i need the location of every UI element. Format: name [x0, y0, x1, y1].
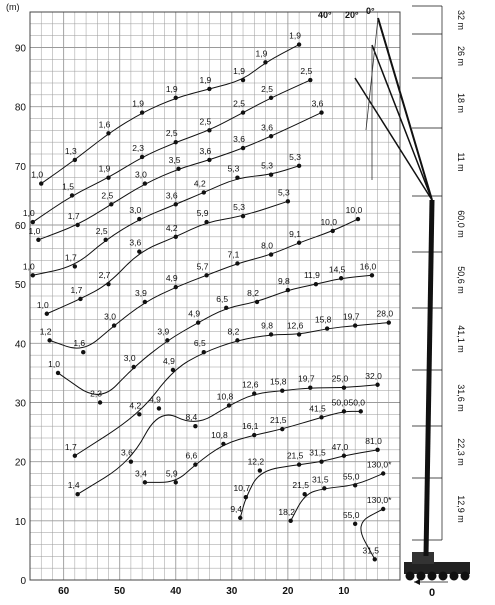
load-value-label: 3,6 [165, 190, 178, 201]
load-value-label: 2,5 [165, 128, 178, 139]
load-point [353, 483, 357, 487]
load-point [356, 217, 360, 221]
load-value-label: 6,5 [193, 338, 206, 349]
load-point [387, 320, 391, 324]
load-point [221, 442, 225, 446]
load-value-label: 21,5 [269, 415, 287, 426]
load-value-label: 50,0 [348, 397, 366, 408]
load-value-label: 31,5 [362, 545, 380, 556]
load-value-label: 16,1 [241, 421, 259, 432]
load-point [227, 403, 231, 407]
load-point [302, 492, 306, 496]
load-value-label: 2,5 [199, 116, 212, 127]
boom-section-label: 12,9 m [456, 495, 466, 523]
load-value-label: 3,6 [311, 98, 324, 109]
load-value-label: 9,1 [289, 228, 302, 239]
load-point [31, 273, 35, 277]
load-point [280, 388, 284, 392]
load-value-label: 5,9 [165, 468, 178, 479]
load-value-label: 5,9 [196, 208, 209, 219]
load-value-label: 8,2 [247, 287, 259, 298]
load-point [137, 249, 141, 253]
load-value-label: 1,3 [64, 145, 77, 156]
load-value-label: 10,7 [233, 483, 251, 494]
y-tick-label: 80 [14, 102, 26, 114]
load-point [373, 557, 377, 561]
load-value-label: 7,1 [227, 249, 240, 260]
load-value-label: 2,3 [90, 388, 102, 399]
load-point [207, 87, 211, 91]
x-tick-label: 40 [170, 586, 182, 597]
load-value-label: 3,6 [199, 145, 212, 156]
load-value-label: 3,0 [129, 205, 142, 216]
load-value-label: 12,6 [241, 379, 259, 390]
load-point [36, 238, 40, 242]
load-value-label: 8,2 [227, 326, 240, 337]
load-point [269, 173, 273, 177]
load-value-label: 28,0 [376, 308, 394, 319]
load-curve [38, 113, 321, 240]
load-point [359, 409, 363, 413]
load-point [288, 519, 292, 523]
load-point [319, 110, 323, 114]
load-point [140, 110, 144, 114]
load-value-label: 1,0 [22, 261, 35, 272]
load-point [286, 288, 290, 292]
load-point [241, 110, 245, 114]
load-point [322, 486, 326, 490]
load-value-label: 1,7 [70, 284, 83, 295]
load-point [202, 350, 206, 354]
load-point [207, 128, 211, 132]
load-value-label: 3,6 [120, 447, 133, 458]
load-point [193, 424, 197, 428]
load-value-label: 4,9 [188, 308, 201, 319]
load-point [143, 300, 147, 304]
load-point [193, 462, 197, 466]
load-point [297, 241, 301, 245]
load-point [143, 480, 147, 484]
load-point [342, 454, 346, 458]
load-point [174, 140, 178, 144]
load-point [75, 223, 79, 227]
load-point [375, 383, 379, 387]
load-value-label: 12,2 [247, 456, 265, 467]
load-point [56, 371, 60, 375]
x-tick-label: 50 [114, 586, 126, 597]
load-value-label: 14,5 [328, 264, 346, 275]
load-point [375, 448, 379, 452]
load-value-label: 19,7 [342, 311, 360, 322]
boom-section-label: 22,3 m [456, 438, 466, 466]
load-value-label: 6,5 [216, 293, 229, 304]
load-value-label: 50,0 [331, 397, 349, 408]
load-point [98, 400, 102, 404]
load-value-label: 2,3 [132, 142, 145, 153]
load-value-label: 1,0 [31, 169, 44, 180]
load-value-label: 3,6 [233, 134, 245, 145]
load-point [353, 323, 357, 327]
crane-jib-0deg [378, 18, 432, 200]
boom-section-label: 41,1 m [456, 325, 466, 353]
load-value-label: 5,3 [277, 187, 290, 198]
load-point [70, 193, 74, 197]
load-point [297, 164, 301, 168]
load-point [47, 338, 51, 342]
load-point [137, 412, 141, 416]
boom-section-label: 32 m [456, 9, 466, 31]
load-point [297, 332, 301, 336]
load-value-label: 2,5 [233, 98, 245, 109]
load-value-label: 9,8 [261, 320, 273, 331]
load-value-label: 21,5 [292, 480, 309, 491]
load-point [331, 229, 335, 233]
load-point [31, 220, 35, 224]
load-value-label: 8,4 [185, 412, 198, 423]
load-point [207, 158, 211, 162]
load-point [353, 522, 357, 526]
load-value-label: 4,2 [165, 222, 178, 233]
load-point [325, 326, 329, 330]
load-value-label: 3,9 [157, 326, 170, 337]
jib-angle-label: 40° [318, 10, 332, 20]
boom-section-label: 26 m [456, 45, 466, 67]
x-tick-label: 10 [338, 586, 350, 597]
load-value-label: 1,0 [48, 358, 60, 369]
load-value-label: 1,9 [132, 98, 145, 109]
load-value-label: 12,6 [286, 320, 304, 331]
load-value-label: 47,0 [331, 441, 349, 452]
load-point [106, 175, 110, 179]
load-point [73, 264, 77, 268]
x-axis-zero-label: 0 [428, 587, 436, 599]
boom-section-label: 60,0 m [456, 210, 466, 238]
load-value-label: 1,0 [28, 225, 41, 236]
load-value-label: 3,0 [123, 353, 136, 363]
load-point [381, 471, 385, 475]
crane-wheel-icon [439, 572, 448, 581]
load-value-label: 1,0 [36, 299, 49, 310]
load-point [286, 199, 290, 203]
load-value-label: 10,0 [320, 216, 338, 227]
y-axis-unit-label: (m) [6, 2, 20, 12]
load-point [176, 167, 180, 171]
load-value-label: 2,5 [261, 83, 273, 94]
load-value-label: 2,5 [101, 190, 114, 201]
load-point [140, 155, 144, 159]
load-value-label: 5,3 [233, 202, 245, 213]
load-point [143, 181, 147, 185]
load-value-label: 3,0 [135, 169, 147, 180]
load-point [269, 332, 273, 336]
load-point [241, 214, 245, 218]
load-point [319, 415, 323, 419]
load-point [252, 433, 256, 437]
load-point [308, 386, 312, 390]
load-value-label: 10,8 [211, 429, 228, 440]
load-point [235, 338, 239, 342]
load-point [106, 131, 110, 135]
load-value-label: 21,5 [286, 450, 304, 461]
load-point [297, 42, 301, 46]
load-value-label: 1,0 [22, 208, 35, 219]
jib-angle-label: 0° [366, 6, 375, 16]
load-point [196, 320, 200, 324]
load-value-label: 55,0 [342, 509, 360, 520]
crane-wheel-icon [461, 572, 470, 581]
load-point [235, 261, 239, 265]
load-point [238, 516, 242, 520]
load-value-label: 1,9 [165, 83, 178, 94]
load-value-label: 10,0 [345, 205, 363, 216]
load-point [73, 158, 77, 162]
load-point [280, 427, 284, 431]
load-point [241, 78, 245, 82]
load-value-label: 5,7 [196, 261, 209, 272]
load-value-label: 10,8 [216, 391, 234, 402]
load-value-label: 31,5 [309, 447, 326, 458]
jib-angle-label: 20° [345, 10, 359, 20]
load-point [370, 273, 374, 277]
load-point [252, 391, 256, 395]
load-point [258, 468, 262, 472]
load-value-label: 5,3 [227, 163, 240, 174]
load-point [103, 238, 107, 242]
load-point [174, 285, 178, 289]
load-point [308, 78, 312, 82]
crane-wheel-icon [406, 572, 415, 581]
y-tick-label: 30 [14, 398, 26, 410]
load-value-label: 4,2 [129, 400, 142, 411]
load-point [174, 235, 178, 239]
load-value-label: 8,0 [261, 240, 273, 251]
load-value-label: 3,6 [129, 237, 142, 248]
load-value-label: 5,3 [261, 160, 273, 171]
load-point [339, 276, 343, 280]
load-value-label: 1,7 [64, 252, 77, 263]
load-point [106, 282, 110, 286]
load-value-label: 1,6 [98, 119, 111, 130]
load-value-label: 1,4 [67, 480, 80, 491]
load-point [342, 386, 346, 390]
load-point [73, 454, 77, 458]
load-value-label: 4,9 [165, 273, 178, 284]
y-tick-label: 60 [14, 221, 26, 232]
load-point [129, 459, 133, 463]
load-value-label: 2,5 [95, 225, 108, 236]
load-value-label: 25,0 [331, 373, 349, 384]
y-tick-label: 40 [14, 339, 26, 351]
load-point [204, 220, 208, 224]
load-point [342, 409, 346, 413]
load-curve [58, 275, 372, 394]
load-point [174, 202, 178, 206]
load-point [263, 60, 267, 64]
load-value-label: 4,2 [193, 178, 206, 189]
load-point [39, 181, 43, 185]
load-value-label: 2,7 [98, 270, 111, 281]
load-point [244, 495, 248, 499]
crane-jib-20deg [372, 45, 432, 200]
load-value-label: 81,0 [365, 435, 382, 446]
load-point [174, 480, 178, 484]
load-point [75, 492, 79, 496]
y-tick-label: 20 [14, 457, 26, 469]
load-value-label: 31,5 [312, 474, 329, 485]
load-point [319, 459, 323, 463]
load-value-label: 1,6 [73, 338, 86, 349]
y-tick-label: 10 [14, 516, 26, 528]
y-tick-label: 0 [20, 576, 26, 587]
load-point [157, 406, 161, 410]
y-tick-label: 70 [14, 161, 26, 173]
load-point [165, 338, 169, 342]
load-value-label: 32,0 [365, 370, 382, 381]
boom-section-label: 50,6 m [456, 266, 466, 294]
y-tick-label: 50 [14, 280, 26, 292]
crane-cab [412, 552, 434, 564]
load-point [137, 217, 141, 221]
x-tick-label: 30 [226, 586, 238, 597]
load-value-label: 1,5 [62, 181, 74, 192]
load-point [255, 300, 259, 304]
load-point [269, 134, 273, 138]
x-tick-label: 60 [58, 586, 70, 597]
load-value-label: 41,5 [309, 403, 326, 414]
load-value-label: 1,9 [98, 163, 111, 174]
load-value-label: 18,2 [278, 506, 295, 517]
load-value-label: 4,9 [163, 355, 175, 366]
boom-section-label: 31,6 m [456, 384, 466, 412]
load-value-label: 15,8 [314, 314, 332, 325]
load-point [269, 96, 273, 100]
load-point [381, 507, 385, 511]
load-point [132, 365, 136, 369]
load-value-label: 3,0 [104, 311, 117, 322]
load-point [314, 282, 318, 286]
boom-section-label: 18 m [456, 92, 466, 114]
load-point [204, 273, 208, 277]
load-value-label: 1,7 [64, 441, 77, 452]
load-value-label: 9,8 [277, 276, 290, 287]
load-point [171, 368, 175, 372]
load-value-label: 19,7 [298, 373, 315, 384]
load-value-label: 1,9 [255, 48, 268, 59]
load-value-label: 1,9 [199, 74, 212, 85]
load-point [112, 323, 116, 327]
load-value-label: 3,6 [261, 122, 273, 133]
load-value-label: 11,9 [303, 270, 320, 281]
load-value-label: 5,3 [289, 151, 302, 162]
load-value-label: 4,9 [149, 394, 161, 405]
load-value-label: 6,6 [185, 450, 198, 461]
load-point [235, 175, 239, 179]
load-point [78, 297, 82, 301]
crane-wheel-icon [417, 572, 426, 581]
crane-main-boom [426, 200, 432, 556]
load-value-label: 1,9 [233, 66, 245, 77]
load-point [109, 202, 113, 206]
load-point [81, 350, 85, 354]
load-value-label: 3,5 [168, 154, 181, 165]
load-value-label: 3,4 [135, 468, 147, 479]
load-value-label: 3,9 [135, 287, 147, 298]
load-value-label: 15,8 [269, 376, 287, 387]
load-value-label: 1,9 [289, 30, 302, 41]
load-value-label: 2,5 [300, 66, 313, 77]
y-tick-label: 90 [14, 43, 26, 55]
load-value-label: 1,7 [67, 211, 80, 221]
crane-wheel-icon [450, 572, 459, 581]
load-value-label: 9,4 [230, 503, 243, 514]
load-value-label: 55,0 [342, 471, 360, 482]
load-point [297, 462, 301, 466]
load-point [241, 146, 245, 150]
load-value-label: 1,2 [39, 326, 52, 337]
x-tick-label: 20 [282, 586, 294, 597]
crane-wheel-icon [428, 572, 437, 581]
load-point [269, 252, 273, 256]
load-value-label: 16,0 [359, 261, 377, 272]
load-value-label: 130,0* [366, 459, 392, 470]
load-point [174, 96, 178, 100]
load-point [224, 306, 228, 310]
boom-section-label: 11 m [456, 152, 466, 172]
load-point [45, 312, 49, 316]
load-value-label: 130,0* [366, 495, 392, 505]
load-point [202, 190, 206, 194]
